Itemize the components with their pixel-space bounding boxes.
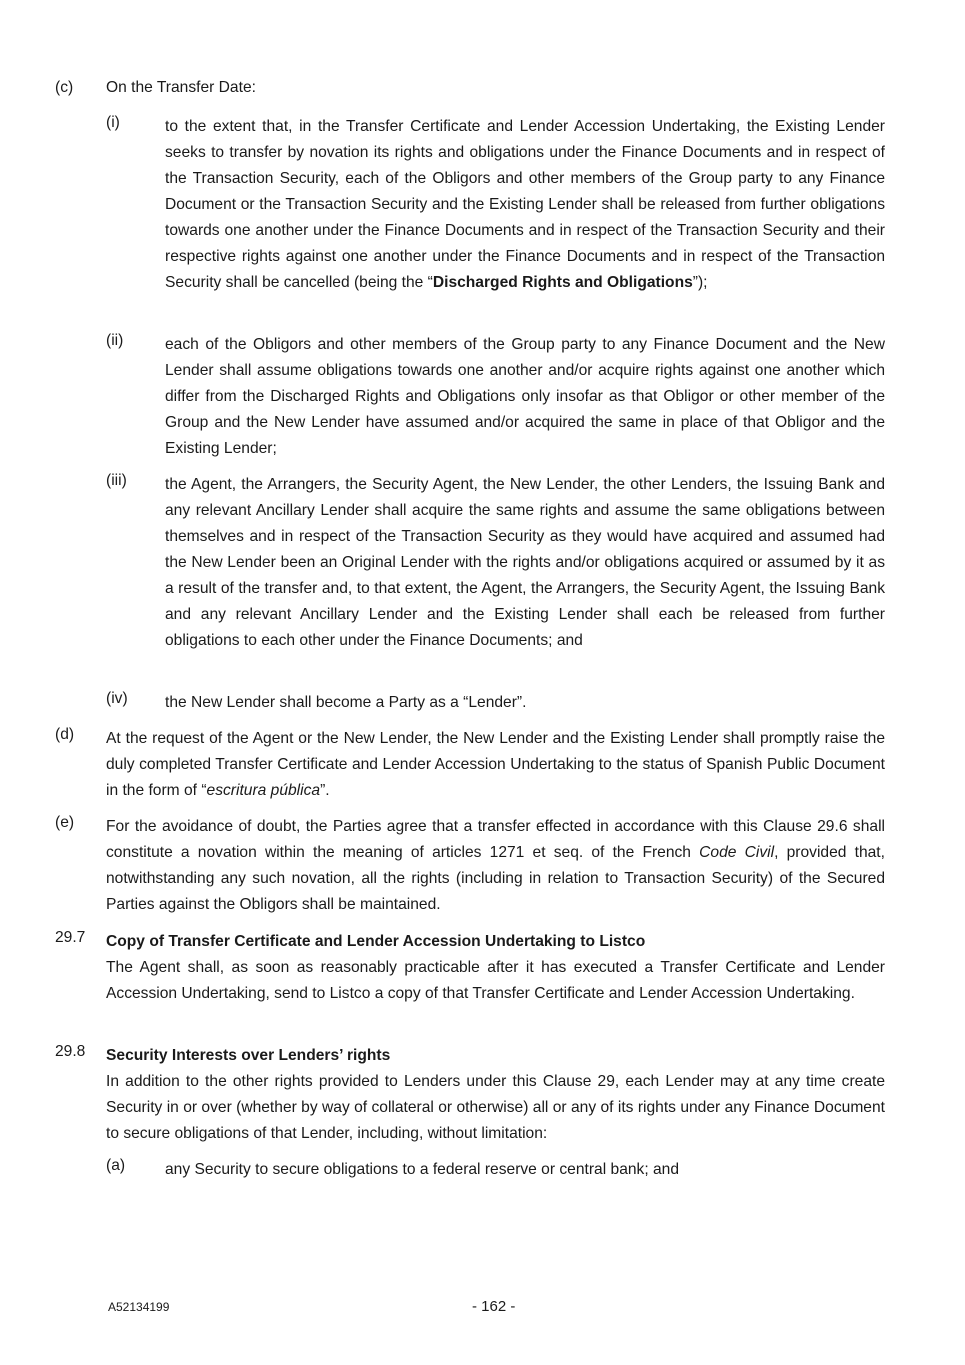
clause-c-iv bbox=[106, 690, 885, 716]
clause-c-i bbox=[106, 114, 885, 296]
clause-c bbox=[55, 79, 256, 97]
clause-d bbox=[55, 726, 885, 804]
item-label: (i) bbox=[106, 114, 120, 131]
section-number: 29.7 bbox=[55, 929, 86, 946]
section-29-8-a bbox=[106, 1157, 885, 1183]
section-number: 29.8 bbox=[55, 1043, 86, 1060]
item-label: (iv) bbox=[106, 690, 128, 707]
item-text: to the extent that, in the Transfer Certificate and Lender Accession Undertaking, the Existing Lender seeks to transfer by novation its rights and obligations under the Finance Documents and in respect of the Transaction Security, each of the Obligors and other members of the Group party to any Finance Document or the Transaction Security and the Existing Lender shall be released from further obligations towards one another under the Finance Documents and in respect of the Transaction Security and their respective rights against one another under the Finance Documents and in respect of the Transaction Security shall be cancelled (being the “Discharged Rights and Obligations”); bbox=[165, 118, 885, 291]
item-label: (iii) bbox=[106, 472, 127, 489]
clause-c-iii bbox=[106, 472, 885, 654]
clause-e bbox=[55, 814, 885, 918]
section-text: The Agent shall, as soon as reasonably practicable after it has executed a Transfer Certificate and Lender Accession Undertaking, send to Listco a copy of that Transfer Certificate and Lender Accession Undertaking. bbox=[106, 959, 885, 1002]
item-label: (ii) bbox=[106, 332, 124, 349]
section-text: In addition to the other rights provided to Lenders under this Clause 29, each Lender may at any time create Security in or over (whether by way of collateral or otherwise) all or any of its rights under any Finance Document to secure obligations of that Lender, including, without limitation: bbox=[106, 1073, 885, 1142]
page-number: - 162 - bbox=[472, 1298, 516, 1315]
item-text: the New Lender shall become a Party as a “Lender”. bbox=[165, 694, 527, 711]
clause-text: On the Transfer Date: bbox=[106, 79, 256, 96]
item-text: the Agent, the Arrangers, the Security Agent, the New Lender, the other Lenders, the Issuing Bank and any relevant Ancillary Lender shall acquire the same rights and assume the same obligations between themselves and in respect of the Transaction Security as they would have acquired and assumed had the New Lender been an Original Lender with the rights and/or obligations acquired or assumed by it as a result of the transfer and, to that extent, the Agent, the Arrangers, the Security Agent, the Issuing Bank and any relevant Ancillary Lender and the Existing Lender shall each be released from further obligations to each other under the Finance Documents; and bbox=[165, 476, 885, 649]
document-id: A52134199 bbox=[108, 1300, 170, 1314]
clause-text: For the avoidance of doubt, the Parties agree that a transfer effected in accordance with this Clause 29.6 shall constitute a novation within the meaning of articles 1271 et seq. of the French Code Civil, provided that, notwithstanding any such novation, all the rights (including in relation to Transaction Security) of the Secured Parties against the Obligors shall be maintained. bbox=[106, 818, 885, 913]
section-29-8 bbox=[55, 1043, 885, 1147]
clause-c-ii bbox=[106, 332, 885, 462]
clause-text: At the request of the Agent or the New Lender, the New Lender and the Existing Lender shall promptly raise the duly completed Transfer Certificate and Lender Accession Undertaking to the status of Spanish Public Document in the form of “escritura pública”. bbox=[106, 730, 885, 799]
section-29-7 bbox=[55, 929, 885, 1007]
item-label: (a) bbox=[106, 1157, 126, 1174]
clause-label: (d) bbox=[55, 726, 75, 743]
item-text: each of the Obligors and other members of the Group party to any Finance Document and the New Lender shall assume obligations towards one another and/or acquire rights against one another which differ from the Discharged Rights and Obligations only insofar as that Obligor or other member of the Group and the New Lender have assumed and/or acquired the same in place of that Obligor and the Existing Lender; bbox=[165, 336, 885, 457]
section-heading: Copy of Transfer Certificate and Lender Accession Undertaking to Listco bbox=[106, 933, 646, 950]
clause-label: (c) bbox=[55, 79, 74, 96]
section-heading: Security Interests over Lenders’ rights bbox=[106, 1047, 391, 1064]
clause-label: (e) bbox=[55, 814, 75, 831]
item-text: any Security to secure obligations to a federal reserve or central bank; and bbox=[165, 1161, 680, 1178]
